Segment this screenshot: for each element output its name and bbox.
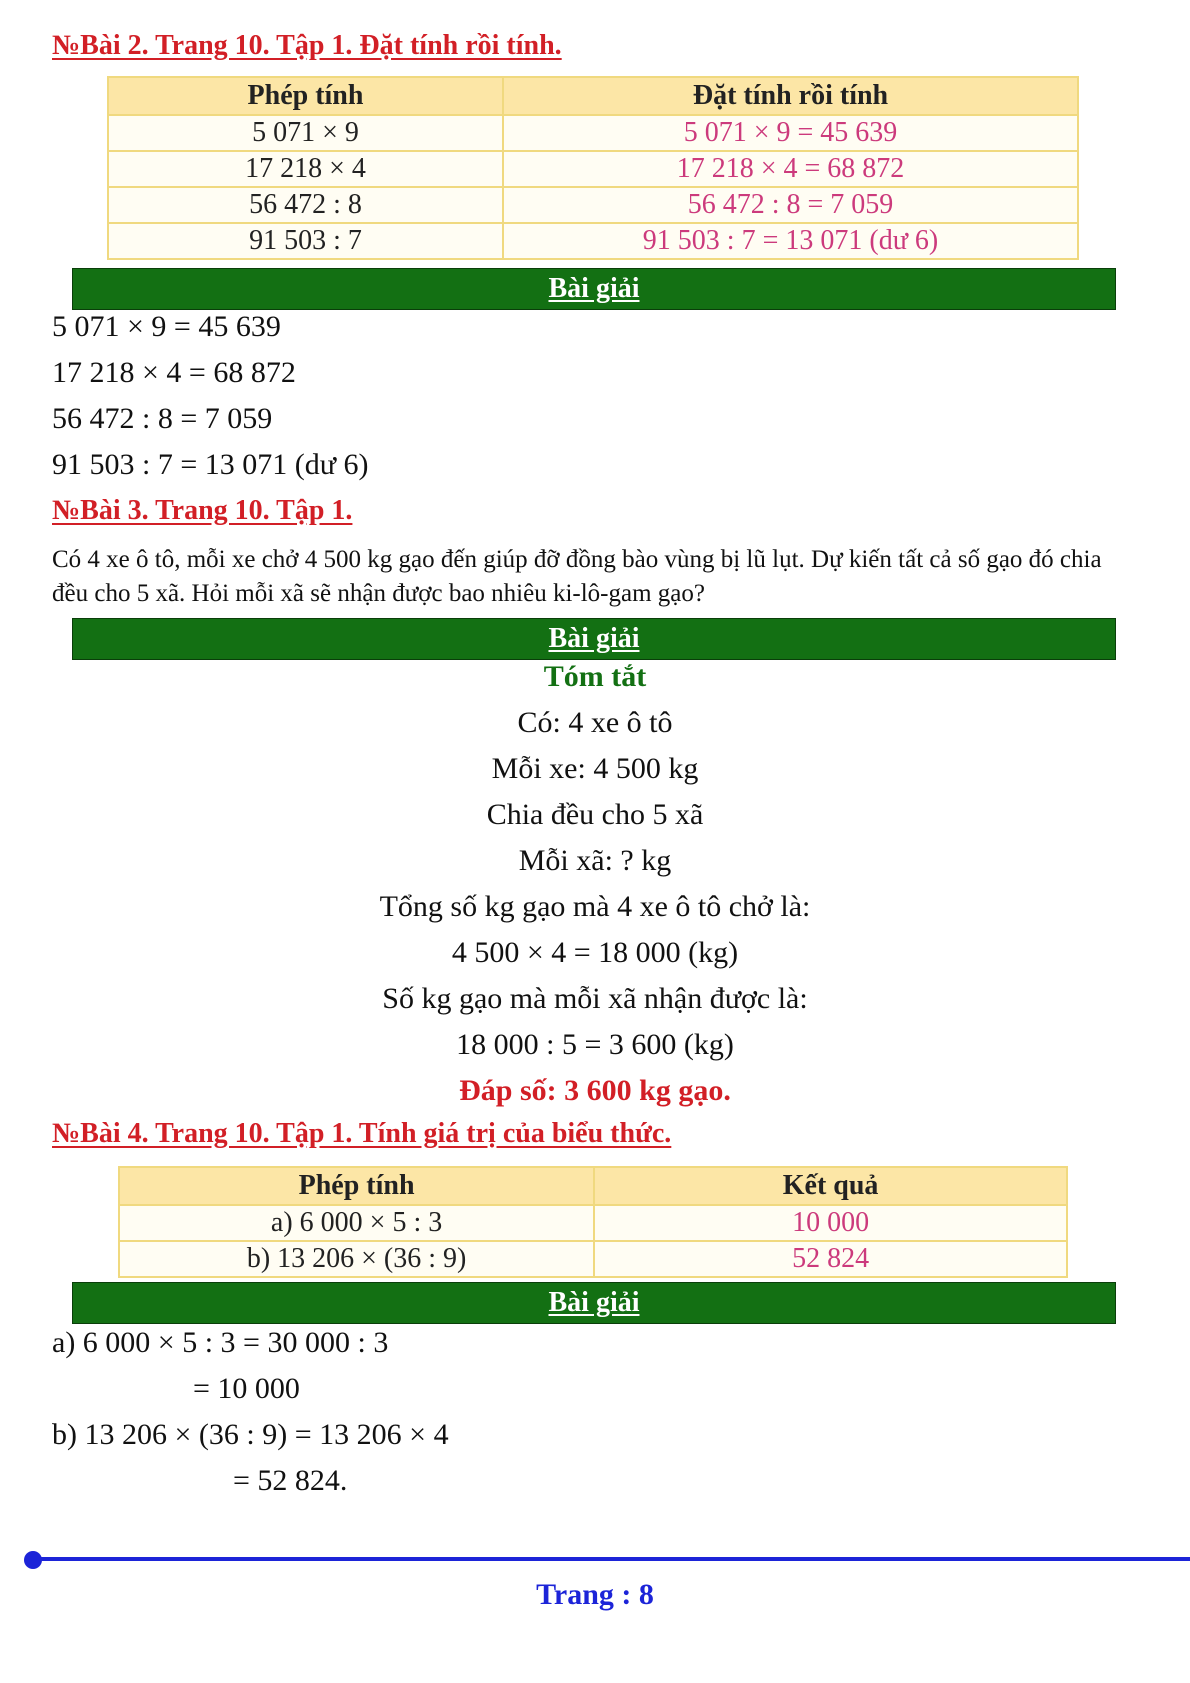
table-header-row [108, 77, 1078, 115]
bai4-solution-bar: Bài giải [72, 1282, 1116, 1324]
summary-line: Có: 4 xe ô tô [517, 706, 673, 739]
table-header-row [119, 1167, 1067, 1205]
expression-cell: 56 472 : 8 [108, 187, 503, 223]
table-row [119, 1205, 1067, 1241]
bai3-heading: №Bài 3. Trang 10. Tập 1. [52, 495, 353, 526]
footer-divider [38, 1557, 1190, 1561]
expression-cell: 91 503 : 7 [108, 223, 503, 259]
table-row [119, 1241, 1067, 1277]
bai3-problem-text: Có 4 xe ô tô, mỗi xe chở 4 500 kg gạo đến giúp đỡ đồng bào vùng bị lũ lụt. Dự kiến tất cả số gạo đó chia đều cho 5 xã. Hỏi mỗi xã sẽ nhận được bao nhiêu ki-lô-gam gạo? [52, 546, 1102, 607]
step-line: 4 500 × 4 = 18 000 (kg) [451, 936, 739, 969]
table-row [108, 187, 1078, 223]
table-header-cell: Kết quả [594, 1167, 1067, 1205]
step-line: 18 000 : 5 = 3 600 (kg) [456, 1028, 734, 1061]
expression-cell: a) 6 000 × 5 : 3 [119, 1205, 594, 1241]
table-header-cell: Phép tính [119, 1167, 594, 1205]
bai2-heading: №Bài 2. Trang 10. Tập 1. Đặt tính rồi tính. [52, 30, 562, 61]
bai4-heading: №Bài 4. Trang 10. Tập 1. Tính giá trị của biểu thức. [52, 1118, 672, 1149]
solution-line: = 52 824. [233, 1464, 348, 1497]
bai2-solution-bar: Bài giải [72, 268, 1116, 310]
table-row [108, 115, 1078, 151]
result-cell: 52 824 [594, 1241, 1067, 1277]
table-row [108, 151, 1078, 187]
solution-line: a) 6 000 × 5 : 3 = 30 000 : 3 [52, 1326, 389, 1359]
table-header-cell: Đặt tính rồi tính [503, 77, 1078, 115]
solution-line: = 10 000 [193, 1372, 300, 1405]
summary-line: Mỗi xã: ? kg [518, 844, 672, 877]
footer-dot-icon [24, 1551, 42, 1569]
table-row [108, 223, 1078, 259]
page-number: Trang : 8 [536, 1578, 654, 1611]
bai2-table [107, 76, 1079, 260]
summary-line: Chia đều cho 5 xã [486, 798, 704, 831]
result-cell: 10 000 [594, 1205, 1067, 1241]
result-cell: 5 071 × 9 = 45 639 [503, 115, 1078, 151]
solution-line: 56 472 : 8 = 7 059 [52, 402, 273, 435]
expression-cell: b) 13 206 × (36 : 9) [119, 1241, 594, 1277]
solution-line: 91 503 : 7 = 13 071 (dư 6) [52, 448, 369, 481]
step-line: Tổng số kg gạo mà 4 xe ô tô chở là: [379, 890, 811, 923]
summary-title: Tóm tắt [543, 660, 647, 693]
result-cell: 17 218 × 4 = 68 872 [503, 151, 1078, 187]
expression-cell: 5 071 × 9 [108, 115, 503, 151]
table-header-cell: Phép tính [108, 77, 503, 115]
bai3-solution-bar: Bài giải [72, 618, 1116, 660]
solution-line: 17 218 × 4 = 68 872 [52, 356, 296, 389]
solution-line: 5 071 × 9 = 45 639 [52, 310, 281, 343]
result-cell: 91 503 : 7 = 13 071 (dư 6) [503, 223, 1078, 259]
solution-line: b) 13 206 × (36 : 9) = 13 206 × 4 [52, 1418, 449, 1451]
step-line: Số kg gạo mà mỗi xã nhận được là: [382, 982, 808, 1015]
summary-line: Mỗi xe: 4 500 kg [491, 752, 699, 785]
result-cell: 56 472 : 8 = 7 059 [503, 187, 1078, 223]
expression-cell: 17 218 × 4 [108, 151, 503, 187]
answer-line: Đáp số: 3 600 kg gạo. [459, 1074, 731, 1107]
bai4-table [118, 1166, 1068, 1278]
